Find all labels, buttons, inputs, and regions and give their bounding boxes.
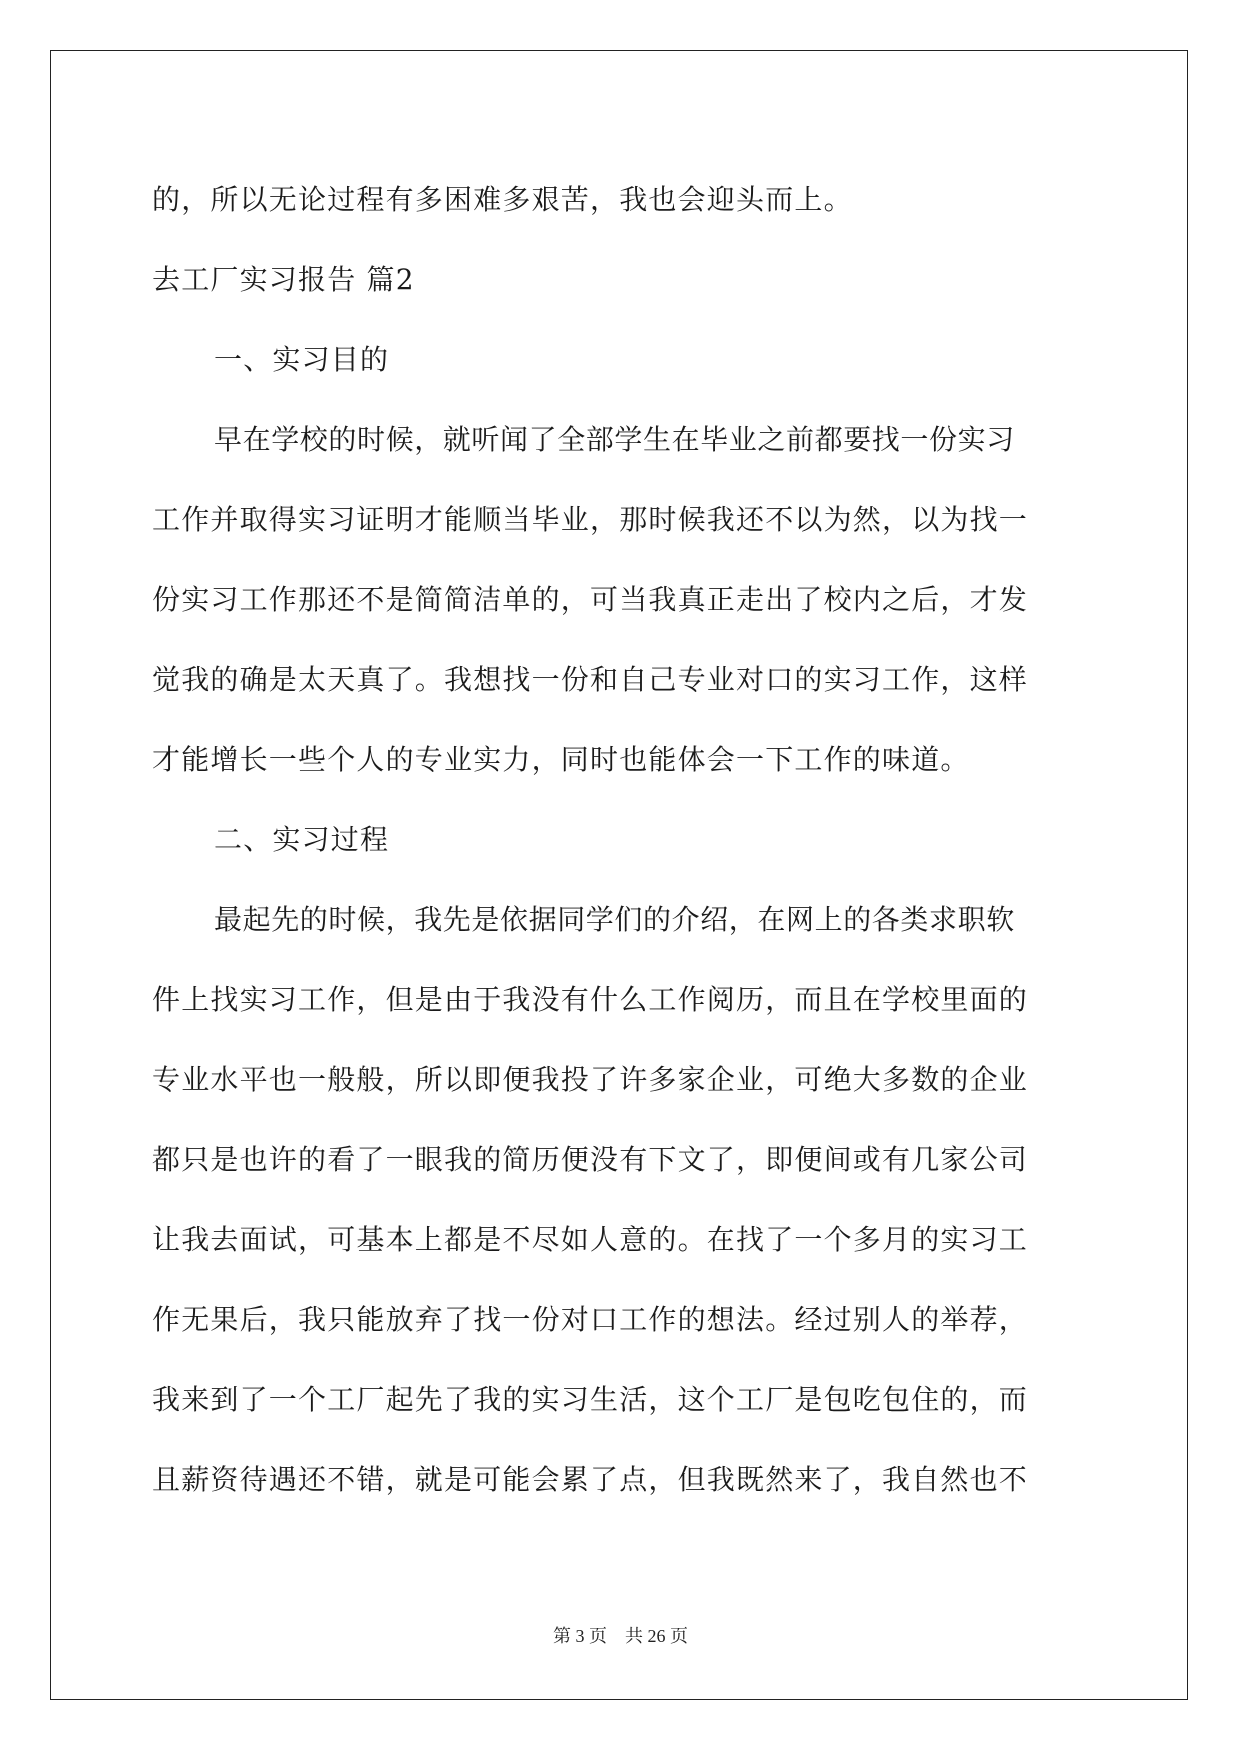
text-line: 件上找实习工作，但是由于我没有什么工作阅历，而且在学校里面的: [152, 983, 1029, 1016]
text-line: 份实习工作那还不是简简洁单的，可当我真正走出了校内之后，才发: [152, 583, 1029, 616]
text-line: 且薪资待遇还不错，就是可能会累了点，但我既然来了，我自然也不: [152, 1463, 1029, 1496]
text-line: 都只是也许的看了一眼我的简历便没有下文了，即便间或有几家公司: [152, 1143, 1029, 1176]
text-line: 才能增长一些个人的专业实力，同时也能体会一下工作的味道。: [152, 743, 970, 776]
text-line: 觉我的确是太天真了。我想找一份和自己专业对口的实习工作，这样: [152, 663, 1029, 696]
total-pages-label: 共 26 页: [625, 1626, 688, 1646]
text-line: 最起先的时候，我先是依据同学们的介绍，在网上的各类求职软: [214, 903, 1015, 936]
document-body: [152, 160, 1087, 1520]
current-page-label: 第 3 页: [553, 1626, 607, 1646]
text-line: 我来到了一个工厂起先了我的实习生活，这个工厂是包吃包住的，而: [152, 1383, 1029, 1416]
text-line: 早在学校的时候，就听闻了全部学生在毕业之前都要找一份实习: [214, 423, 1015, 456]
section-title: 去工厂实习报告 篇2: [152, 263, 415, 296]
text-line: 作无果后，我只能放弃了找一份对口工作的想法。经过别人的举荐，: [152, 1303, 1029, 1336]
heading-process: 二、实习过程: [214, 823, 390, 856]
text-line: 工作并取得实习证明才能顺当毕业，那时候我还不以为然，以为找一: [152, 503, 1029, 536]
heading-purpose: 一、实习目的: [214, 343, 390, 376]
text-line: 让我去面试，可基本上都是不尽如人意的。在找了一个多月的实习工: [152, 1223, 1029, 1256]
page-footer: [0, 1622, 1241, 1648]
text-line: 的，所以无论过程有多困难多艰苦，我也会迎头而上。: [152, 183, 853, 216]
text-line: 专业水平也一般般，所以即便我投了许多家企业，可绝大多数的企业: [152, 1063, 1029, 1096]
